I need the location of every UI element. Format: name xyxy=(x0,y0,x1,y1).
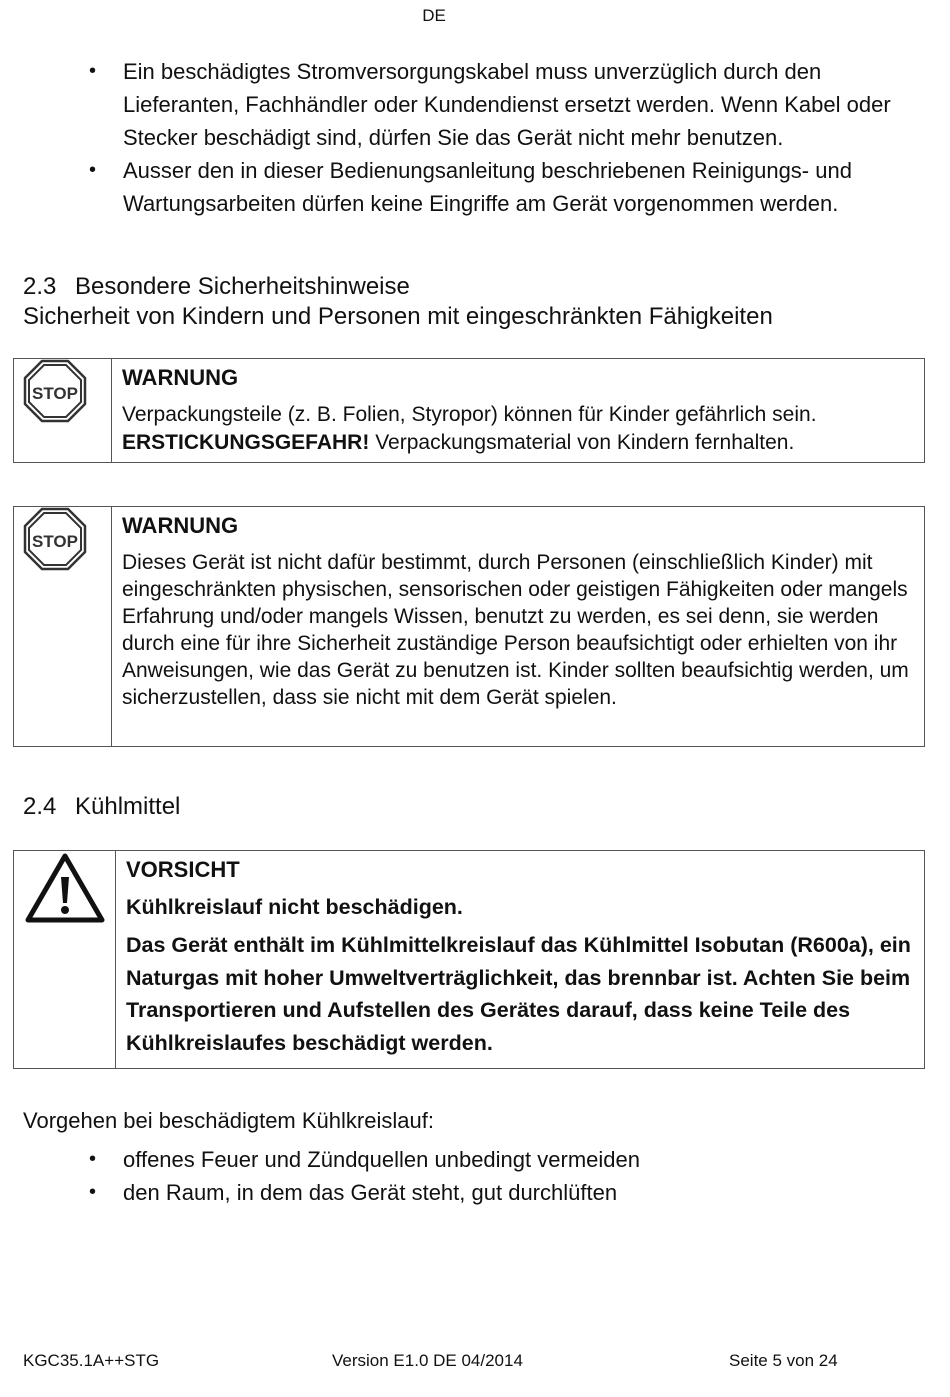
list-item: • den Raum, in dem das Gerät steht, gut durchlüften xyxy=(0,1176,923,1209)
caution-headline: Kühlkreislauf nicht beschädigen. xyxy=(126,895,463,919)
procedure-intro: Vorgehen bei beschädigtem Kühlkreislauf: xyxy=(23,1108,434,1133)
warning-box-packaging xyxy=(13,358,925,463)
section-heading-2-3 xyxy=(23,272,410,302)
footer-model: KGC35.1A++STG xyxy=(23,1351,160,1370)
safety-bullet-list xyxy=(0,55,923,220)
icon-cell xyxy=(14,359,112,462)
warning-emphasis: ERSTICKUNGSGEFAHR! xyxy=(122,431,370,454)
icon-cell xyxy=(14,507,112,746)
svg-text:STOP: STOP xyxy=(32,532,78,551)
section-subtitle: Sicherheit von Kindern und Personen mit eingeschränkten Fähigkeiten xyxy=(23,303,773,330)
caution-box-refrigerant xyxy=(13,850,925,1069)
svg-text:STOP: STOP xyxy=(32,384,78,403)
caution-title: VORSICHT xyxy=(126,857,240,882)
caution-text: Das Gerät enthält im Kühlmittelkreislauf das Kühlmittel Isobutan (R600a), ein Naturgas mit hoher Umweltverträglichkeit, das brennbar ist. Achten Sie beim Transportieren und Aufstellen des Gerätes darauf, dass keine Teile des Kühlkreislaufes beschädigt werden. xyxy=(126,933,911,1055)
list-item: • Ein beschädigtes Stromversorgungskabel muss unverzüglich durch den Lieferanten, Fachhändler oder Kundendienst ersetzt werden. Wenn Kabel oder Stecker beschädigt sind, dürfen Sie das Gerät nicht mehr benutzen. xyxy=(0,55,923,154)
warning-box-children xyxy=(13,506,925,747)
warning-title: WARNUNG xyxy=(122,365,239,390)
warning-text: Verpackungsteile (z. B. Folien, Styropor) können für Kinder gefährlich sein. ERSTICKUNGSGEFAHR! Verpackungsmaterial von Kindern fernhalten. xyxy=(122,403,817,454)
list-item: • offenes Feuer und Zündquellen unbedingt vermeiden xyxy=(0,1143,923,1176)
icon-cell xyxy=(14,851,116,1068)
section-number: 2.4 xyxy=(23,793,57,820)
section-heading-2-4 xyxy=(23,792,180,822)
section-title: Besondere Sicherheitshinweise xyxy=(75,273,410,300)
procedure-bullet-list xyxy=(0,1143,923,1209)
footer-version: Version E1.0 DE 04/2014 xyxy=(332,1351,523,1370)
section-title: Kühlmittel xyxy=(75,793,181,820)
section-number: 2.3 xyxy=(23,273,57,300)
list-item: • Ausser den in dieser Bedienungsanleitung beschriebenen Reinigungs- und Wartungsarbeiten dürfen keine Eingriffe am Gerät vorgenommen werden. xyxy=(0,154,923,220)
warning-triangle-icon xyxy=(25,853,105,923)
footer-page-number: Seite 5 von 24 xyxy=(729,1351,838,1370)
warning-title: WARNUNG xyxy=(122,513,239,538)
stop-sign-icon xyxy=(23,507,87,571)
language-code: DE xyxy=(422,6,446,25)
stop-sign-icon xyxy=(23,359,87,423)
warning-text: Dieses Gerät ist nicht dafür bestimmt, durch Personen (einschließlich Kinder) mit eingeschränkten physischen, sensorischen oder geistigen Fähigkeiten oder mangels Erfahrung und/oder mangels Wissen, benutzt zu werden, es sei denn, sie werden durch eine für ihre Sicherheit zuständige Person beaufsichtigt oder erhielten von ihr Anweisungen, wie das Gerät zu benutzen ist. Kinder sollten beaufsichtig werden, um sicherzustellen, dass sie nicht mit dem Gerät spielen. xyxy=(122,551,909,709)
